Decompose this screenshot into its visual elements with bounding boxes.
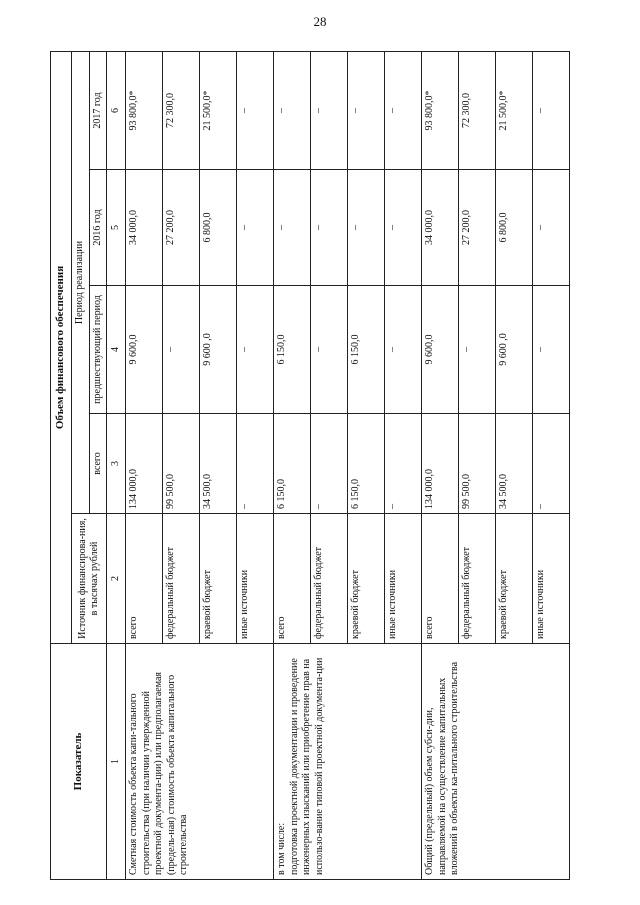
total-cell: – <box>385 414 422 514</box>
prev-period-cell: 9 600,0 <box>126 286 163 414</box>
total-cell: 134 000,0 <box>422 414 459 514</box>
source-cell: всего <box>422 514 459 644</box>
total-cell: – <box>311 414 348 514</box>
period-header: Период реализации <box>72 51 90 513</box>
prev-period-cell: 9 600,0 <box>422 286 459 414</box>
year-2017-cell: – <box>348 51 385 169</box>
total-cell: – <box>533 414 570 514</box>
prev-period-cell: 6 150,0 <box>274 286 311 414</box>
table-row <box>422 51 459 879</box>
source-cell: иные источники <box>533 514 570 644</box>
year-2016-cell: – <box>348 170 385 286</box>
source-header: Источник финансирова-ния, в тысячах рублей <box>72 514 107 644</box>
total-cell: 134 000,0 <box>126 414 163 514</box>
year-2017-cell: – <box>533 51 570 169</box>
prev-period-cell: – <box>459 286 496 414</box>
financing-table <box>50 51 570 880</box>
prev-period-cell: 6 150,0 <box>348 286 385 414</box>
year-2016-cell: – <box>237 170 274 286</box>
source-cell: иные источники <box>237 514 274 644</box>
source-cell: всего <box>126 514 163 644</box>
col-number-1: 1 <box>107 644 126 880</box>
total-cell: 99 500,0 <box>459 414 496 514</box>
prev-period-cell: 9 600 ,0 <box>200 286 237 414</box>
year-2017-cell: – <box>385 51 422 169</box>
source-cell: краевой бюджет <box>496 514 533 644</box>
indicator-cell: в том числе: подготовка проектной документации и проведение инженерных изысканий или приобретение прав на использо-вание типовой проектной документа-ции <box>274 644 422 880</box>
source-cell: всего <box>274 514 311 644</box>
year-2017-cell: 21 500,0* <box>496 51 533 169</box>
table-row <box>274 51 311 879</box>
year-2017-cell: 93 800,0* <box>422 51 459 169</box>
year-2017-header: 2017 год <box>89 51 107 169</box>
funding-header: Объем финансового обеспечения <box>51 51 72 643</box>
year-2016-cell: 34 000,0 <box>126 170 163 286</box>
year-2016-cell: – <box>533 170 570 286</box>
prev-period-cell: – <box>163 286 200 414</box>
prev-period-cell: 9 600 ,0 <box>496 286 533 414</box>
prev-period-cell: – <box>311 286 348 414</box>
year-2017-cell: 21 500,0* <box>200 51 237 169</box>
col-number-5: 5 <box>107 170 126 286</box>
year-2017-cell: 93 800,0* <box>126 51 163 169</box>
total-cell: 34 500,0 <box>200 414 237 514</box>
source-cell: краевой бюджет <box>348 514 385 644</box>
total-cell: 99 500,0 <box>163 414 200 514</box>
year-2016-cell: 27 200,0 <box>163 170 200 286</box>
year-2017-cell: 72 300,0 <box>459 51 496 169</box>
source-cell: федеральный бюджет <box>311 514 348 644</box>
col-number-6: 6 <box>107 51 126 169</box>
source-cell: федеральный бюджет <box>163 514 200 644</box>
rotated-table-container <box>50 52 570 880</box>
source-cell: иные источники <box>385 514 422 644</box>
col-number-4: 4 <box>107 286 126 414</box>
indicator-header: Показатель <box>51 644 107 880</box>
year-2017-cell: – <box>274 51 311 169</box>
col-number-3: 3 <box>107 414 126 514</box>
prev-period-cell: – <box>385 286 422 414</box>
year-2016-cell: 6 800,0 <box>200 170 237 286</box>
prev-period-header: предшествующий период <box>89 286 107 414</box>
source-cell: краевой бюджет <box>200 514 237 644</box>
year-2016-cell: – <box>274 170 311 286</box>
total-cell: 34 500,0 <box>496 414 533 514</box>
year-2017-cell: – <box>311 51 348 169</box>
total-cell: 6 150,0 <box>274 414 311 514</box>
indicator-cell: Общий (предельный) объем субси-дии, направляемой на осуществление капитальных вложений в объекты ка-питального строительства <box>422 644 570 880</box>
page-number: 28 <box>313 14 327 29</box>
year-2016-cell: 27 200,0 <box>459 170 496 286</box>
year-2016-cell: – <box>311 170 348 286</box>
indicator-cell: Сметная стоимость объекта капи-тального строительства (при наличии утвержденной проектной документа-ции) или предполагаемая (предель-ная) стоимость объекта капитального строительства <box>126 644 274 880</box>
prev-period-cell: – <box>533 286 570 414</box>
year-2016-cell: 6 800,0 <box>496 170 533 286</box>
table-row <box>126 51 163 879</box>
prev-period-cell: – <box>237 286 274 414</box>
year-2016-cell: – <box>385 170 422 286</box>
col-number-2: 2 <box>107 514 126 644</box>
table-body <box>126 51 570 879</box>
total-cell: – <box>237 414 274 514</box>
year-2016-header: 2016 год <box>89 170 107 286</box>
year-2017-cell: – <box>237 51 274 169</box>
source-cell: федеральный бюджет <box>459 514 496 644</box>
total-header: всего <box>89 414 107 514</box>
year-2016-cell: 34 000,0 <box>422 170 459 286</box>
year-2017-cell: 72 300,0 <box>163 51 200 169</box>
total-cell: 6 150,0 <box>348 414 385 514</box>
